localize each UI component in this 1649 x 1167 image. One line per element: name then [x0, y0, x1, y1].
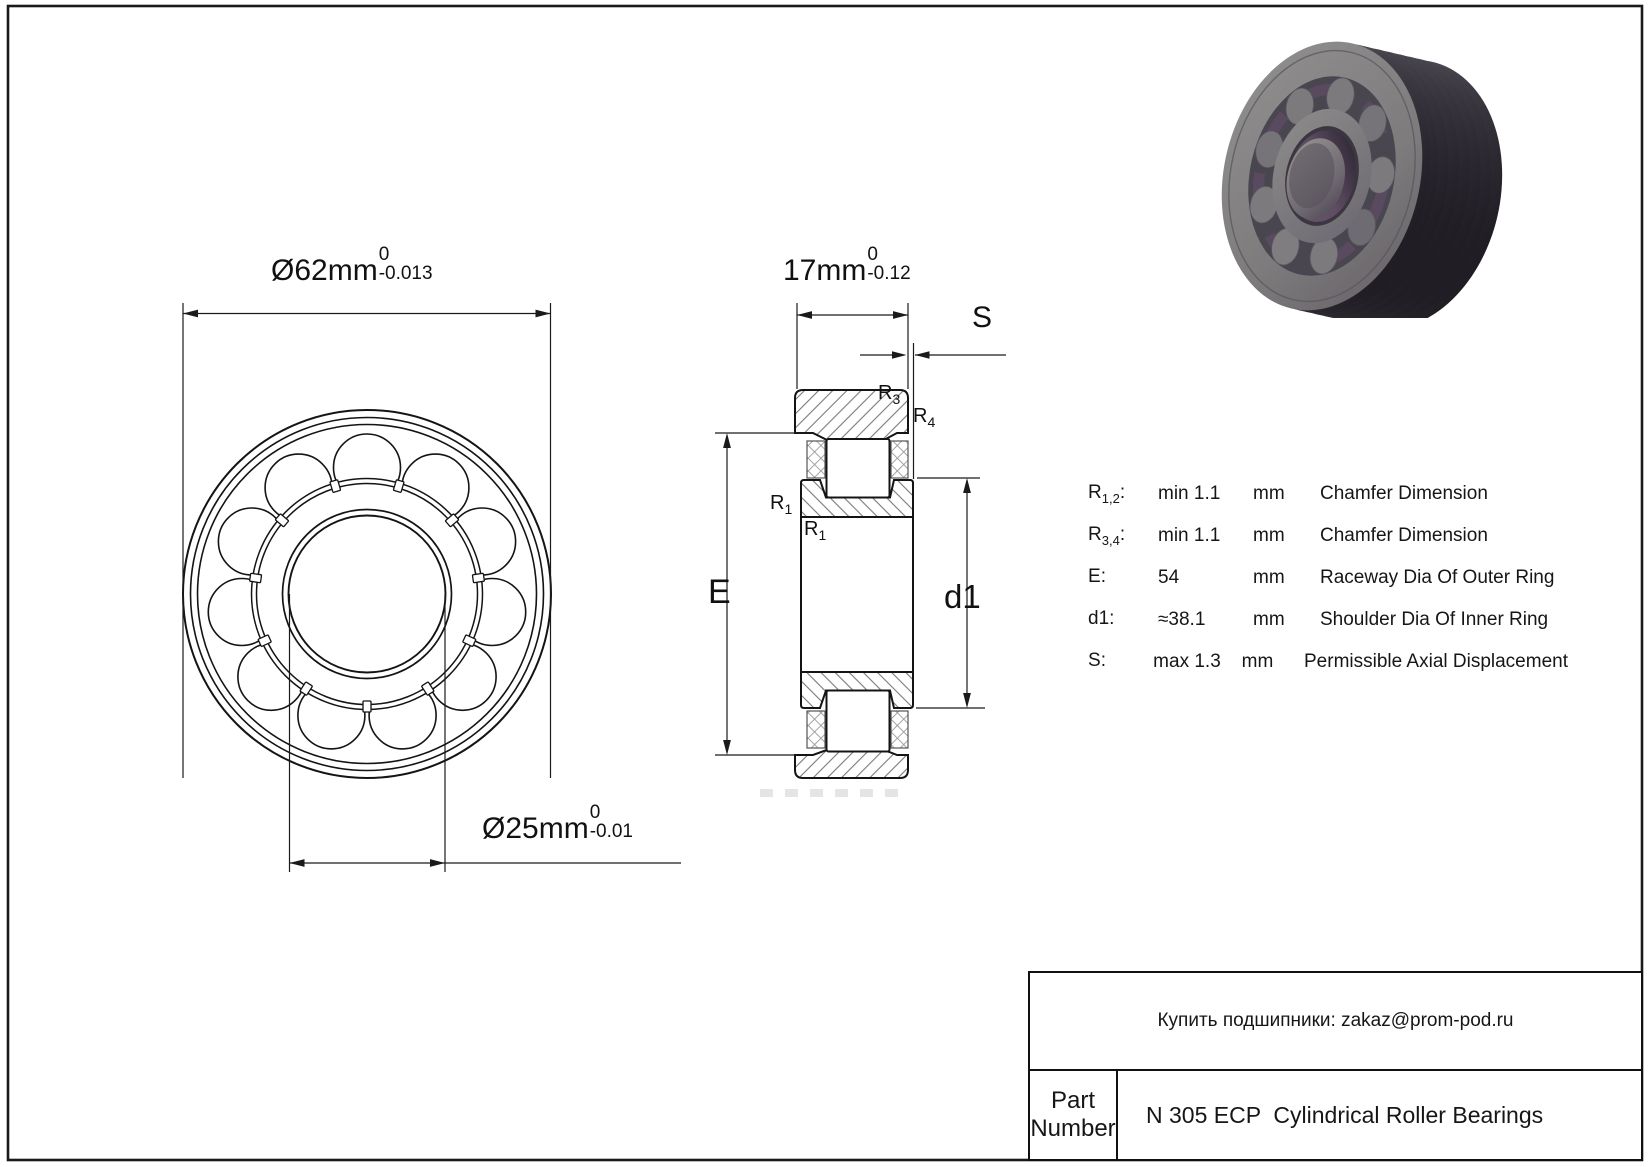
contact-cell: Купить подшипники: zakaz@prom-pod.ru [1030, 973, 1641, 1071]
dim-width-tolerance: 0 -0.12 [867, 244, 911, 285]
spec-row-r34: $R_{3,4}$: min 1.1 mm Chamfer Dimension [1088, 515, 1568, 557]
label-axial-displacement: S [972, 301, 993, 334]
spec-table [1088, 473, 1568, 683]
title-block [1028, 971, 1643, 1161]
roller-top-section [827, 439, 890, 498]
dim-width [783, 244, 911, 287]
dim-bore-tolerance: 0 -0.01 [589, 802, 633, 843]
front-view-dimensions [183, 303, 681, 872]
spec-desc: Raceway Dia Of Outer Ring [1320, 567, 1555, 588]
part-number-label: Part Number [1030, 1071, 1118, 1159]
label-raceway-dia: E [708, 573, 731, 611]
spec-row-r12: $R_{1,2}$: min 1.1 mm Chamfer Dimension [1088, 473, 1568, 515]
spec-unit: mm [1253, 609, 1285, 630]
label-r4: $R_4$ [913, 405, 936, 430]
dim-outer-diameter [271, 244, 433, 287]
dim-bore-value: Ø25mm [482, 812, 589, 845]
spec-value: 54 [1158, 567, 1180, 588]
outer-ring-bottom-section [795, 750, 908, 779]
section-view [795, 390, 913, 778]
spec-desc: Permissible Axial Displacement [1304, 651, 1568, 672]
watermark-fragment [760, 789, 910, 797]
label-shoulder-dia: d1 [944, 578, 981, 615]
front-view [183, 410, 551, 778]
dim-width-value: 17mm [783, 254, 867, 287]
spec-value: max 1.3 [1153, 651, 1221, 672]
dim-bore-diameter [482, 802, 633, 845]
spec-row-d1: d1: ≈38.1 mm Shoulder Dia Of Inner Ring [1088, 599, 1568, 641]
spec-value: min 1.1 [1158, 483, 1221, 504]
cage-pocket-bridges [250, 480, 485, 712]
spec-unit: mm [1253, 483, 1285, 504]
spec-desc: Chamfer Dimension [1320, 525, 1488, 546]
spec-desc: Shoulder Dia Of Inner Ring [1320, 609, 1549, 630]
spec-row-s: S: max 1.3 mm Permissible Axial Displacement [1088, 650, 1568, 672]
dim-outer-tolerance: 0 -0.013 [378, 244, 433, 285]
bearing-photo [1200, 18, 1510, 318]
spec-value: ≈38.1 [1158, 609, 1206, 630]
label-r1-inner: $R_1$ [804, 518, 827, 543]
spec-value: min 1.1 [1158, 525, 1221, 546]
spec-row-e: E: 54 mm Raceway Dia Of Outer Ring [1088, 557, 1568, 599]
label-r3: $R_3$ [878, 382, 901, 407]
spec-desc: Chamfer Dimension [1320, 483, 1488, 504]
front-view-arrowheads [183, 310, 551, 867]
spec-unit: mm [1253, 525, 1285, 546]
spec-unit: mm [1241, 651, 1274, 672]
part-number-value: N 305 ECP Cylindrical Roller Bearings [1146, 1101, 1544, 1128]
spec-unit: mm [1253, 567, 1285, 588]
roller-bottom-section [827, 691, 890, 752]
dim-outer-value: Ø62mm [271, 254, 378, 287]
label-r1-outer: $R_1$ [770, 492, 793, 517]
